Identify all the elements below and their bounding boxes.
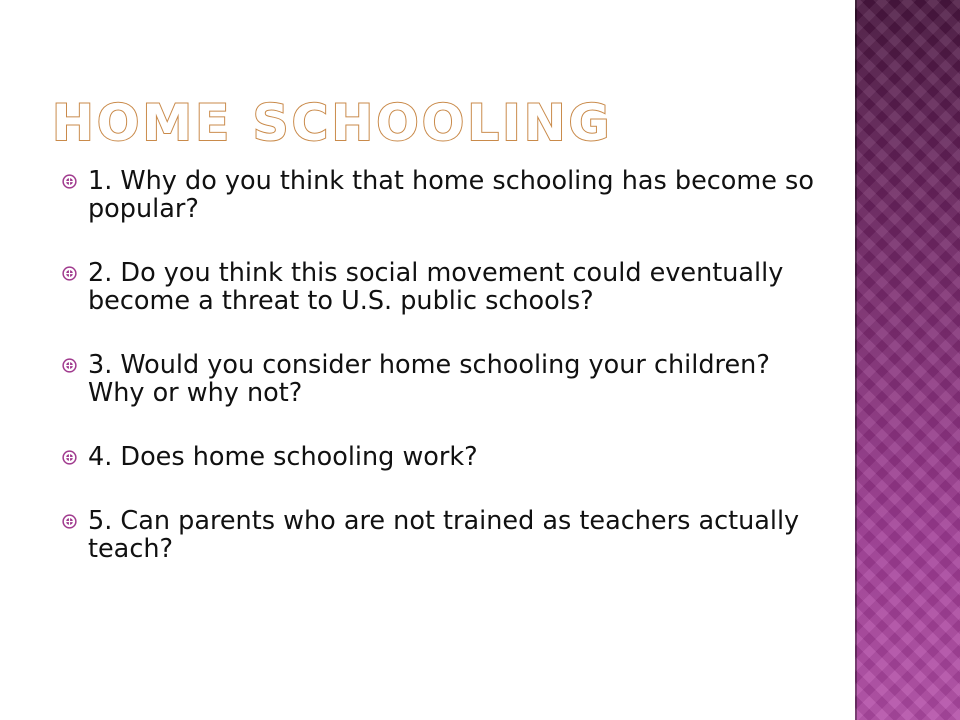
slide-title-text: Home Schooling: [52, 94, 613, 152]
circle-cross-bullet-icon: [62, 174, 77, 189]
circle-cross-bullet-icon: [62, 358, 77, 373]
bullet-text: 1. Why do you think that home schooling has become so popular?: [88, 166, 814, 224]
slide-title-svg: [52, 88, 832, 158]
bullet-text: 5. Can parents who are not trained as teachers actually teach?: [88, 506, 800, 564]
bullet-text: 4. Does home schooling work?: [88, 442, 478, 472]
list-item: [62, 259, 822, 315]
circle-cross-bullet-icon: [62, 514, 77, 529]
bullet-text: 2. Do you think this social movement could eventually become a threat to U.S. public schools?: [88, 258, 784, 316]
slide-title: [52, 88, 832, 158]
bullet-text: 3. Would you consider home schooling your children? Why or why not?: [88, 350, 770, 408]
list-item: [62, 443, 822, 471]
circle-cross-bullet-icon: [62, 266, 77, 281]
list-item: [62, 167, 822, 223]
circle-cross-bullet-icon: [62, 450, 77, 465]
bullet-list: [62, 167, 822, 563]
decorative-side-panel: [855, 0, 960, 720]
list-item: [62, 507, 822, 563]
list-item: [62, 351, 822, 407]
